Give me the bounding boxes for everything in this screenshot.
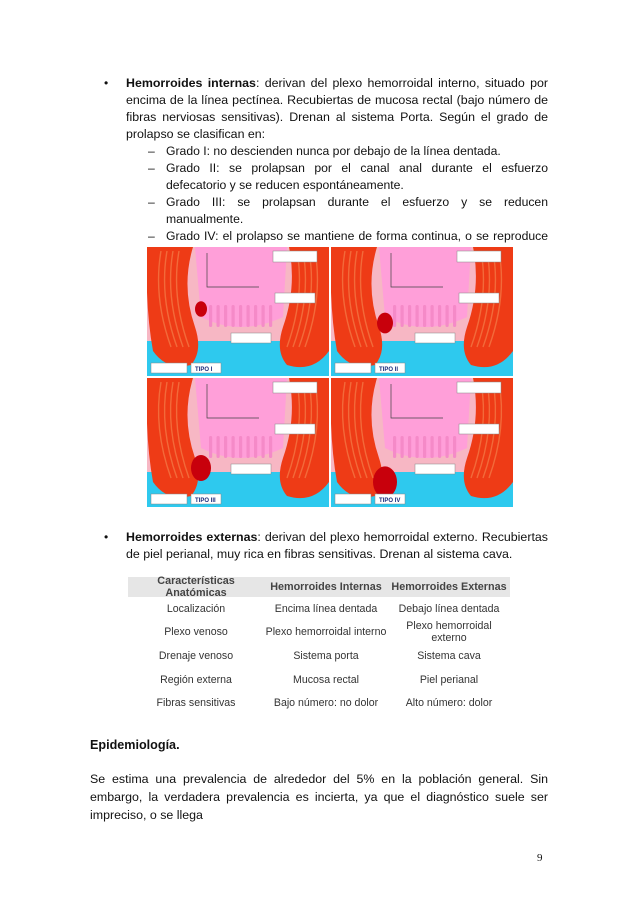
table-cell: Plexo hemorroidal externo — [406, 620, 492, 645]
grade-text: Grado III: se prolapsan durante el esfuerzo y se reducen manualmente. — [166, 195, 548, 226]
annotation-box — [335, 494, 371, 504]
grade-panel-2 — [331, 247, 513, 376]
anal-column — [239, 305, 242, 327]
anal-column — [393, 436, 396, 458]
body-paragraph: Se estima una prevalencia de alrededor del 5% en la población general. Sin embargo, la verdadera prevalencia es incierta, ya que el diagnóstico suele ser impreciso, o se llega — [90, 772, 548, 822]
header-cell: Hemorroides Externas — [391, 581, 507, 593]
anal-column — [431, 305, 434, 327]
annotation-box — [273, 382, 317, 393]
anal-column — [453, 436, 456, 458]
hemorrhoid-grades-figure — [146, 246, 514, 508]
anal-column — [262, 436, 265, 458]
table-cell: Fibras sensitivas — [156, 697, 236, 710]
panel-illustration — [331, 378, 513, 507]
hemorrhoid-mass — [191, 455, 211, 481]
table-cell: Región externa — [160, 673, 232, 686]
anal-column — [423, 305, 426, 327]
bullet-icon: • — [104, 76, 109, 90]
table-row — [128, 691, 510, 715]
anal-column — [446, 436, 449, 458]
internal-hemorrhoids-term: Hemorroides internas — [126, 76, 256, 90]
annotation-box — [273, 251, 317, 262]
table-cell: Debajo línea dentada — [398, 602, 500, 615]
table-row — [128, 668, 510, 692]
grades-list — [148, 143, 548, 262]
annotation-box — [459, 424, 499, 434]
external-hemorrhoids-text — [126, 529, 548, 563]
anal-column — [232, 436, 235, 458]
table-cell: Piel perianal — [419, 673, 479, 686]
annotation-box — [231, 333, 271, 343]
anal-column — [239, 436, 242, 458]
annotation-box — [151, 494, 187, 504]
anal-column — [224, 305, 227, 327]
anal-column — [408, 305, 411, 327]
grade-panel-4 — [331, 378, 513, 507]
grade-text: Grado II: se prolapsan por el canal anal durante el esfuerzo defecatorio y se reducen espontáneamente. — [166, 161, 548, 192]
anal-column — [446, 305, 449, 327]
external-hemorrhoids-item — [104, 529, 548, 563]
table-row — [128, 597, 510, 621]
dash-icon: – — [148, 144, 155, 158]
hemorrhoid-mass — [373, 466, 397, 497]
annotation-box — [415, 333, 455, 343]
anal-column — [408, 436, 411, 458]
table-row — [128, 644, 510, 668]
table-cell: Plexo venoso — [164, 626, 228, 639]
anal-column — [269, 436, 272, 458]
panel-illustration — [147, 378, 329, 507]
anal-column — [401, 436, 404, 458]
anal-column — [254, 436, 257, 458]
anal-column — [431, 436, 434, 458]
anal-column — [453, 305, 456, 327]
anal-column — [416, 305, 419, 327]
grade-panel-1 — [147, 247, 329, 376]
annotation-box — [457, 251, 501, 262]
annotation-box — [151, 363, 187, 373]
annotation-box — [335, 363, 371, 373]
comparison-table — [128, 577, 510, 715]
section-heading: Epidemiología. — [90, 738, 180, 752]
anal-column — [438, 436, 441, 458]
table-cell: Localización — [166, 602, 226, 615]
panel-label: TIPO I — [195, 367, 213, 373]
annotation-box — [415, 464, 455, 474]
internal-hemorrhoids-text — [126, 75, 548, 143]
internal-hemorrhoids-item — [104, 75, 548, 143]
table-cell: Mucosa rectal — [293, 673, 359, 686]
panel-illustration — [331, 247, 513, 376]
hemorrhoid-mass — [377, 313, 393, 334]
external-hemorrhoids-term: Hemorroides externas — [126, 530, 258, 544]
internal-hemorrhoids-description: : derivan del plexo hemorroidal interno, situado por encima de la línea pectínea. Recubiertas de mucosa rectal (bajo número de fibras nerviosas sensitivas). Drenan al sistema Porta. Según el grado de prolapso se clasifican en: — [126, 76, 549, 141]
anal-column — [393, 305, 396, 327]
external-hemorrhoids-description: : derivan del plexo hemorroidal externo. Recubiertas de piel perianal, muy rica en fibras sensitivas. Drenan al sistema cava. — [126, 530, 548, 561]
anal-column — [416, 436, 419, 458]
grade-text: Grado IV: el prolapso se mantiene de forma continua, o se reproduce — [166, 229, 548, 243]
anal-column — [209, 305, 212, 327]
anal-column — [224, 436, 227, 458]
anal-column — [217, 436, 220, 458]
dash-icon: – — [148, 161, 155, 175]
anal-column — [217, 305, 220, 327]
table-row — [128, 621, 510, 645]
anal-column — [232, 305, 235, 327]
table-cell: Bajo número: no dolor — [273, 697, 379, 710]
dash-icon: – — [148, 229, 155, 243]
annotation-box — [457, 382, 501, 393]
annotation-box — [275, 293, 315, 303]
hemorrhoid-mass — [195, 301, 207, 317]
header-cell: Hemorroides Internas — [270, 581, 382, 593]
annotation-box — [275, 424, 315, 434]
panel-illustration — [147, 247, 329, 376]
anal-column — [438, 305, 441, 327]
annotation-box — [231, 464, 271, 474]
anal-column — [209, 436, 212, 458]
anal-column — [401, 305, 404, 327]
page-number: 9 — [537, 852, 543, 864]
table-cell: Sistema cava — [417, 649, 481, 662]
table-cell: Encima línea dentada — [274, 602, 378, 615]
anal-column — [262, 305, 265, 327]
dash-icon: – — [148, 195, 155, 209]
header-cell: Características Anatómicas — [157, 575, 235, 599]
anal-column — [254, 305, 257, 327]
grade-item — [148, 160, 548, 194]
panel-label: TIPO III — [195, 498, 216, 504]
table-header — [128, 577, 510, 597]
table-cell: Sistema porta — [293, 649, 359, 662]
anal-column — [247, 436, 250, 458]
anal-column — [269, 305, 272, 327]
grade-item — [148, 194, 548, 228]
annotation-box — [459, 293, 499, 303]
table-cell: Plexo hemorroidal interno — [265, 626, 387, 639]
grade-text: Grado I: no descienden nunca por debajo de la línea dentada. — [166, 144, 501, 158]
bullet-icon: • — [104, 530, 109, 544]
grade-item — [148, 143, 548, 160]
panel-label: TIPO IV — [379, 498, 401, 504]
table-cell: Drenaje venoso — [158, 649, 234, 662]
table-cell: Alto número: dolor — [405, 697, 493, 710]
anal-column — [247, 305, 250, 327]
panel-label: TIPO II — [379, 367, 399, 373]
grade-panel-3 — [147, 378, 329, 507]
anal-column — [423, 436, 426, 458]
